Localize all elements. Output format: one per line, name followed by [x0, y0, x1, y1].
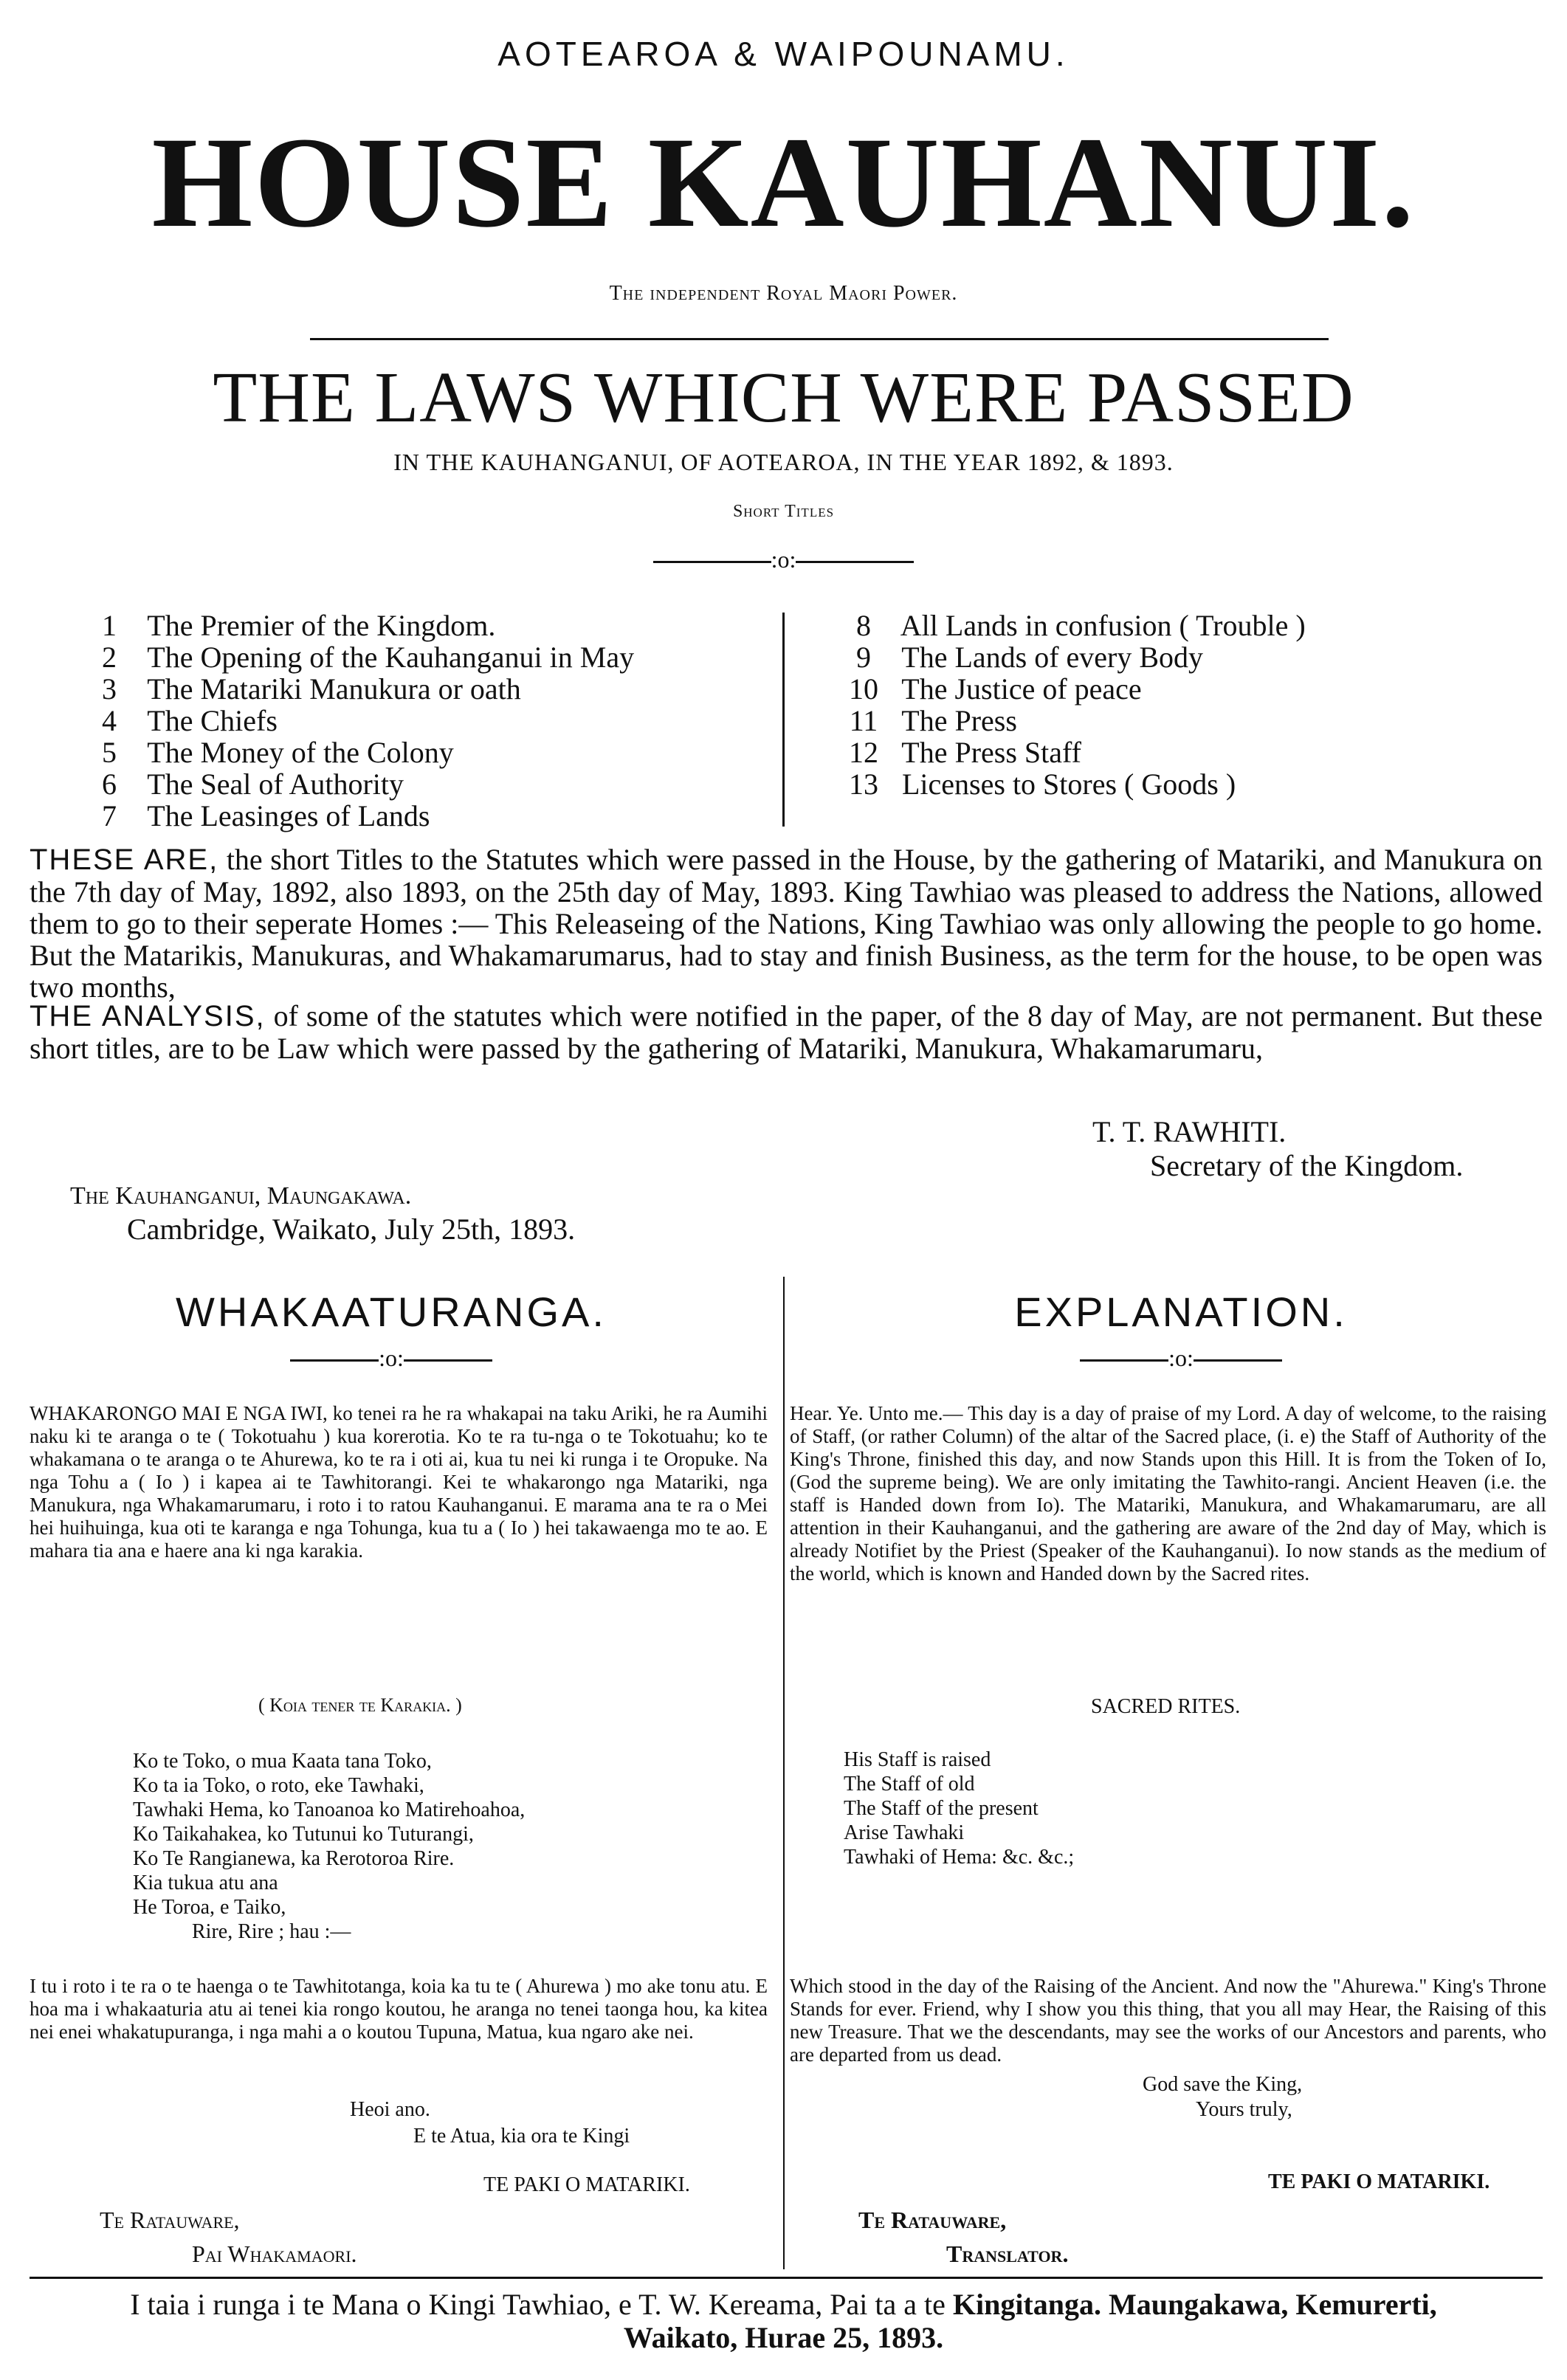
chant-label: ( Koia tener te Karakia. ) — [258, 1694, 462, 1716]
secretary-title: Secretary of the Kingdom. — [1150, 1149, 1464, 1182]
left-closing-2: E te Atua, kia ora te Kingi — [413, 2125, 630, 2148]
chant-line: Rire, Rire ; hau :— — [192, 1920, 351, 1943]
list-item: 5 The Money of the Colony — [102, 736, 454, 769]
list-item: 13 Licenses to Stores ( Goods ) — [849, 768, 1236, 801]
right-column-paragraph-2: Which stood in the day of the Raising of the Ancient. And now the "Ahurewa." King's Throne Stands for ever. Friend, why I show you this thing, that you all may Hear, the Raising of this new Treasure. That we the descendants, may see the works of our Ancestors and parents, who are departed from us dead. — [790, 1975, 1546, 2066]
left-column-ornament: :o: — [89, 1345, 694, 1372]
chant-line: He Toroa, e Taiko, — [133, 1896, 286, 1919]
right-editor-name: Te Ratauware, — [858, 2207, 1007, 2233]
secretary-name: T. T. RAWHITI. — [1092, 1115, 1287, 1148]
list-item: 1 The Premier of the Kingdom. — [102, 609, 496, 642]
list-item: 12 The Press Staff — [849, 736, 1081, 769]
footer-rule — [30, 2277, 1543, 2279]
left-editor-name: Te Ratauware, — [100, 2207, 240, 2233]
chant-line: Ko Taikahakea, ko Tutunui ko Tuturangi, — [133, 1823, 474, 1846]
column-divider — [783, 1277, 785, 2269]
footer-line-2: Waikato, Hurae 25, 1893. — [623, 2321, 944, 2354]
right-column-paragraph-1: Hear. Ye. Unto me.— This day is a day of praise of my Lord. A day of welcome, to the raising of Staff, (or rather Column) of the altar of the Sacred place, (i. e) the Staff of Authority of the King's Throne, finished this day, and now Stands upon this Hill. It is from the Token of Io, (God the supreme being). We are only imitating the Tawhito-rangi. Ancient Heaven (i.e. the staff is Handed down from Io). The Matariki, Manukura, and Whakamarumaru, are all attention in their Kauhanganui, and the gathering are aware of the 2nd day of May, which is already Notifiet by the Priest (Speaker of the Kauhanganui). Io now stands as the medium of the world, which is known and Handed down by the Sacred rites. — [790, 1402, 1546, 1584]
laws-title: THE LAWS WHICH WERE PASSED — [213, 358, 1354, 438]
chant-line: Ko Te Rangianewa, ka Rerotoroa Rire. — [133, 1847, 455, 1870]
list-item: 7 The Leasinges of Lands — [102, 799, 430, 832]
footer-line-1: I taia i runga i te Mana o Kingi Tawhiao, e T. W. Kereama, Pai ta a te Kingitanga. Maungakawa, Kemurerti, — [130, 2288, 1437, 2321]
right-closing-2: Yours truly, — [1196, 2098, 1292, 2121]
masthead-rule — [310, 338, 1329, 340]
list-item: 8 All Lands in confusion ( Trouble ) — [856, 609, 1306, 642]
list-item: 3 The Matariki Manukura or oath — [102, 672, 521, 706]
left-column-heading: WHAKAATURANGA. — [176, 1289, 607, 1335]
left-closing-1: Heoi ano. — [350, 2098, 430, 2121]
right-column-ornament: :o: — [827, 1345, 1535, 1372]
masthead-top-line: AOTEAROA & WAIPOUNAMU. — [497, 35, 1070, 73]
list-item: 4 The Chiefs — [102, 704, 278, 737]
analysis-paragraph: THE ANALYSIS, of some of the statutes which were notified in the paper, of the 8 day of May, are not permanent. But these short titles, are to be Law which were passed by the gathering of Matariki, Manukura, Whakamarumaru, — [30, 999, 1543, 1065]
left-signature: TE PAKI O MATARIKI. — [483, 2173, 690, 2196]
short-titles-divider — [782, 613, 785, 827]
short-titles-left-list — [78, 610, 634, 832]
chant-line: Ko ta ia Toko, o roto, eke Tawhaki, — [133, 1774, 424, 1797]
rites-line: His Staff is raised — [844, 1748, 991, 1771]
rites-line: The Staff of old — [844, 1773, 975, 1796]
left-column-paragraph-2: I tu i roto i te ra o te haenga o te Tawhitotanga, koia ka tu te ( Ahurewa ) mo ake tonu atu. E hoa ma i whakaaturia atu ai tenei kia rongo koutou, he aranga no tenei taonga hou, ka kitea nei enei whakatupuranga, i nga mahi a o koutou Tupuna, Matua, kua ngaro ake nei. — [30, 1975, 768, 2043]
left-editor-title: Pai Whakamaori. — [192, 2241, 357, 2267]
right-closing-1: God save the King, — [1143, 2073, 1303, 2096]
footer-imprint — [0, 2288, 1567, 2354]
chant-verse — [133, 1749, 525, 1944]
chant-line: Ko te Toko, o mua Kaata tana Toko, — [133, 1750, 432, 1773]
short-titles-right-list — [833, 610, 1306, 800]
date-line: Cambridge, Waikato, July 25th, 1893. — [127, 1213, 576, 1246]
right-column-heading: EXPLANATION. — [1014, 1289, 1348, 1335]
rites-verse — [844, 1748, 1074, 1869]
short-titles-ornament: :o: — [0, 546, 1567, 573]
place-line: The Kauhanganui, Maungakawa. — [70, 1182, 412, 1210]
left-column-paragraph-1: WHAKARONGO MAI E NGA IWI, ko tenei ra he ra whakapai na taku Ariki, he ra Aumihi naku ki te aranga o te ( Tokotuahu ) kua korerotia. Ko te ra tu-nga o te Tokotuahu; ko te whakamana o te aranga o te Ahurewa, ko te ra i oti ai, kua tu nei ki runga i te Oropuke. Na nga Tohu a ( Io ) i kapea ai te Tawhitorangi. Kei te whakarongo nga Matariki, nga Manukura, nga Whakamarumaru, i roto i to ratou Kauhanganui. E marama ana te ra o Mei hei huihuinga, kua oti te karanga e nga Tohunga, kua tu a ( Io ) hei takawaenga mo te ao. E mahara tia ana e haere ana ki nga karakia. — [30, 1402, 768, 1562]
rites-line: Arise Tawhaki — [844, 1821, 965, 1844]
masthead-title: HOUSE KAUHANUI. — [151, 111, 1416, 255]
list-item: 9 The Lands of every Body — [856, 641, 1204, 674]
statutes-paragraph: THESE ARE, the short Titles to the Statutes which were passed in the House, by the gathering of Matariki, and Manukura on the 7th day of May, 1892, also 1893, on the 25th day of May, 1893. King Tawhiao was pleased to address the Nations, allowed them to go to their seperate Homes :— This Releaseing of the Nations, King Tawhiao was only allowing the people to go home. But the Matarikis, Manukuras, and Whakamarumarus, had to stay and finish Business, as the term for the house, to be open was two months, — [30, 843, 1543, 1004]
rites-label: SACRED RITES. — [1091, 1695, 1241, 1718]
laws-subtitle: IN THE KAUHANGANUI, OF AOTEAROA, IN THE YEAR 1892, & 1893. — [393, 449, 1174, 475]
list-item: 11 The Press — [849, 704, 1017, 737]
rites-line: The Staff of the present — [844, 1797, 1039, 1820]
right-editor-title: Translator. — [946, 2241, 1069, 2267]
list-item: 2 The Opening of the Kauhanganui in May — [102, 641, 635, 674]
rites-line: Tawhaki of Hema: &c. &c.; — [844, 1846, 1075, 1869]
right-signature: TE PAKI O MATARIKI. — [1268, 2170, 1490, 2193]
chant-line: Kia tukua atu ana — [133, 1872, 278, 1894]
short-titles-label: Short Titles — [732, 502, 835, 521]
list-item: 6 The Seal of Authority — [102, 768, 404, 801]
masthead-tagline: The independent Royal Maori Power. — [609, 282, 958, 305]
list-item: 10 The Justice of peace — [849, 672, 1142, 706]
chant-line: Tawhaki Hema, ko Tanoanoa ko Matirehoahoa, — [133, 1798, 526, 1821]
